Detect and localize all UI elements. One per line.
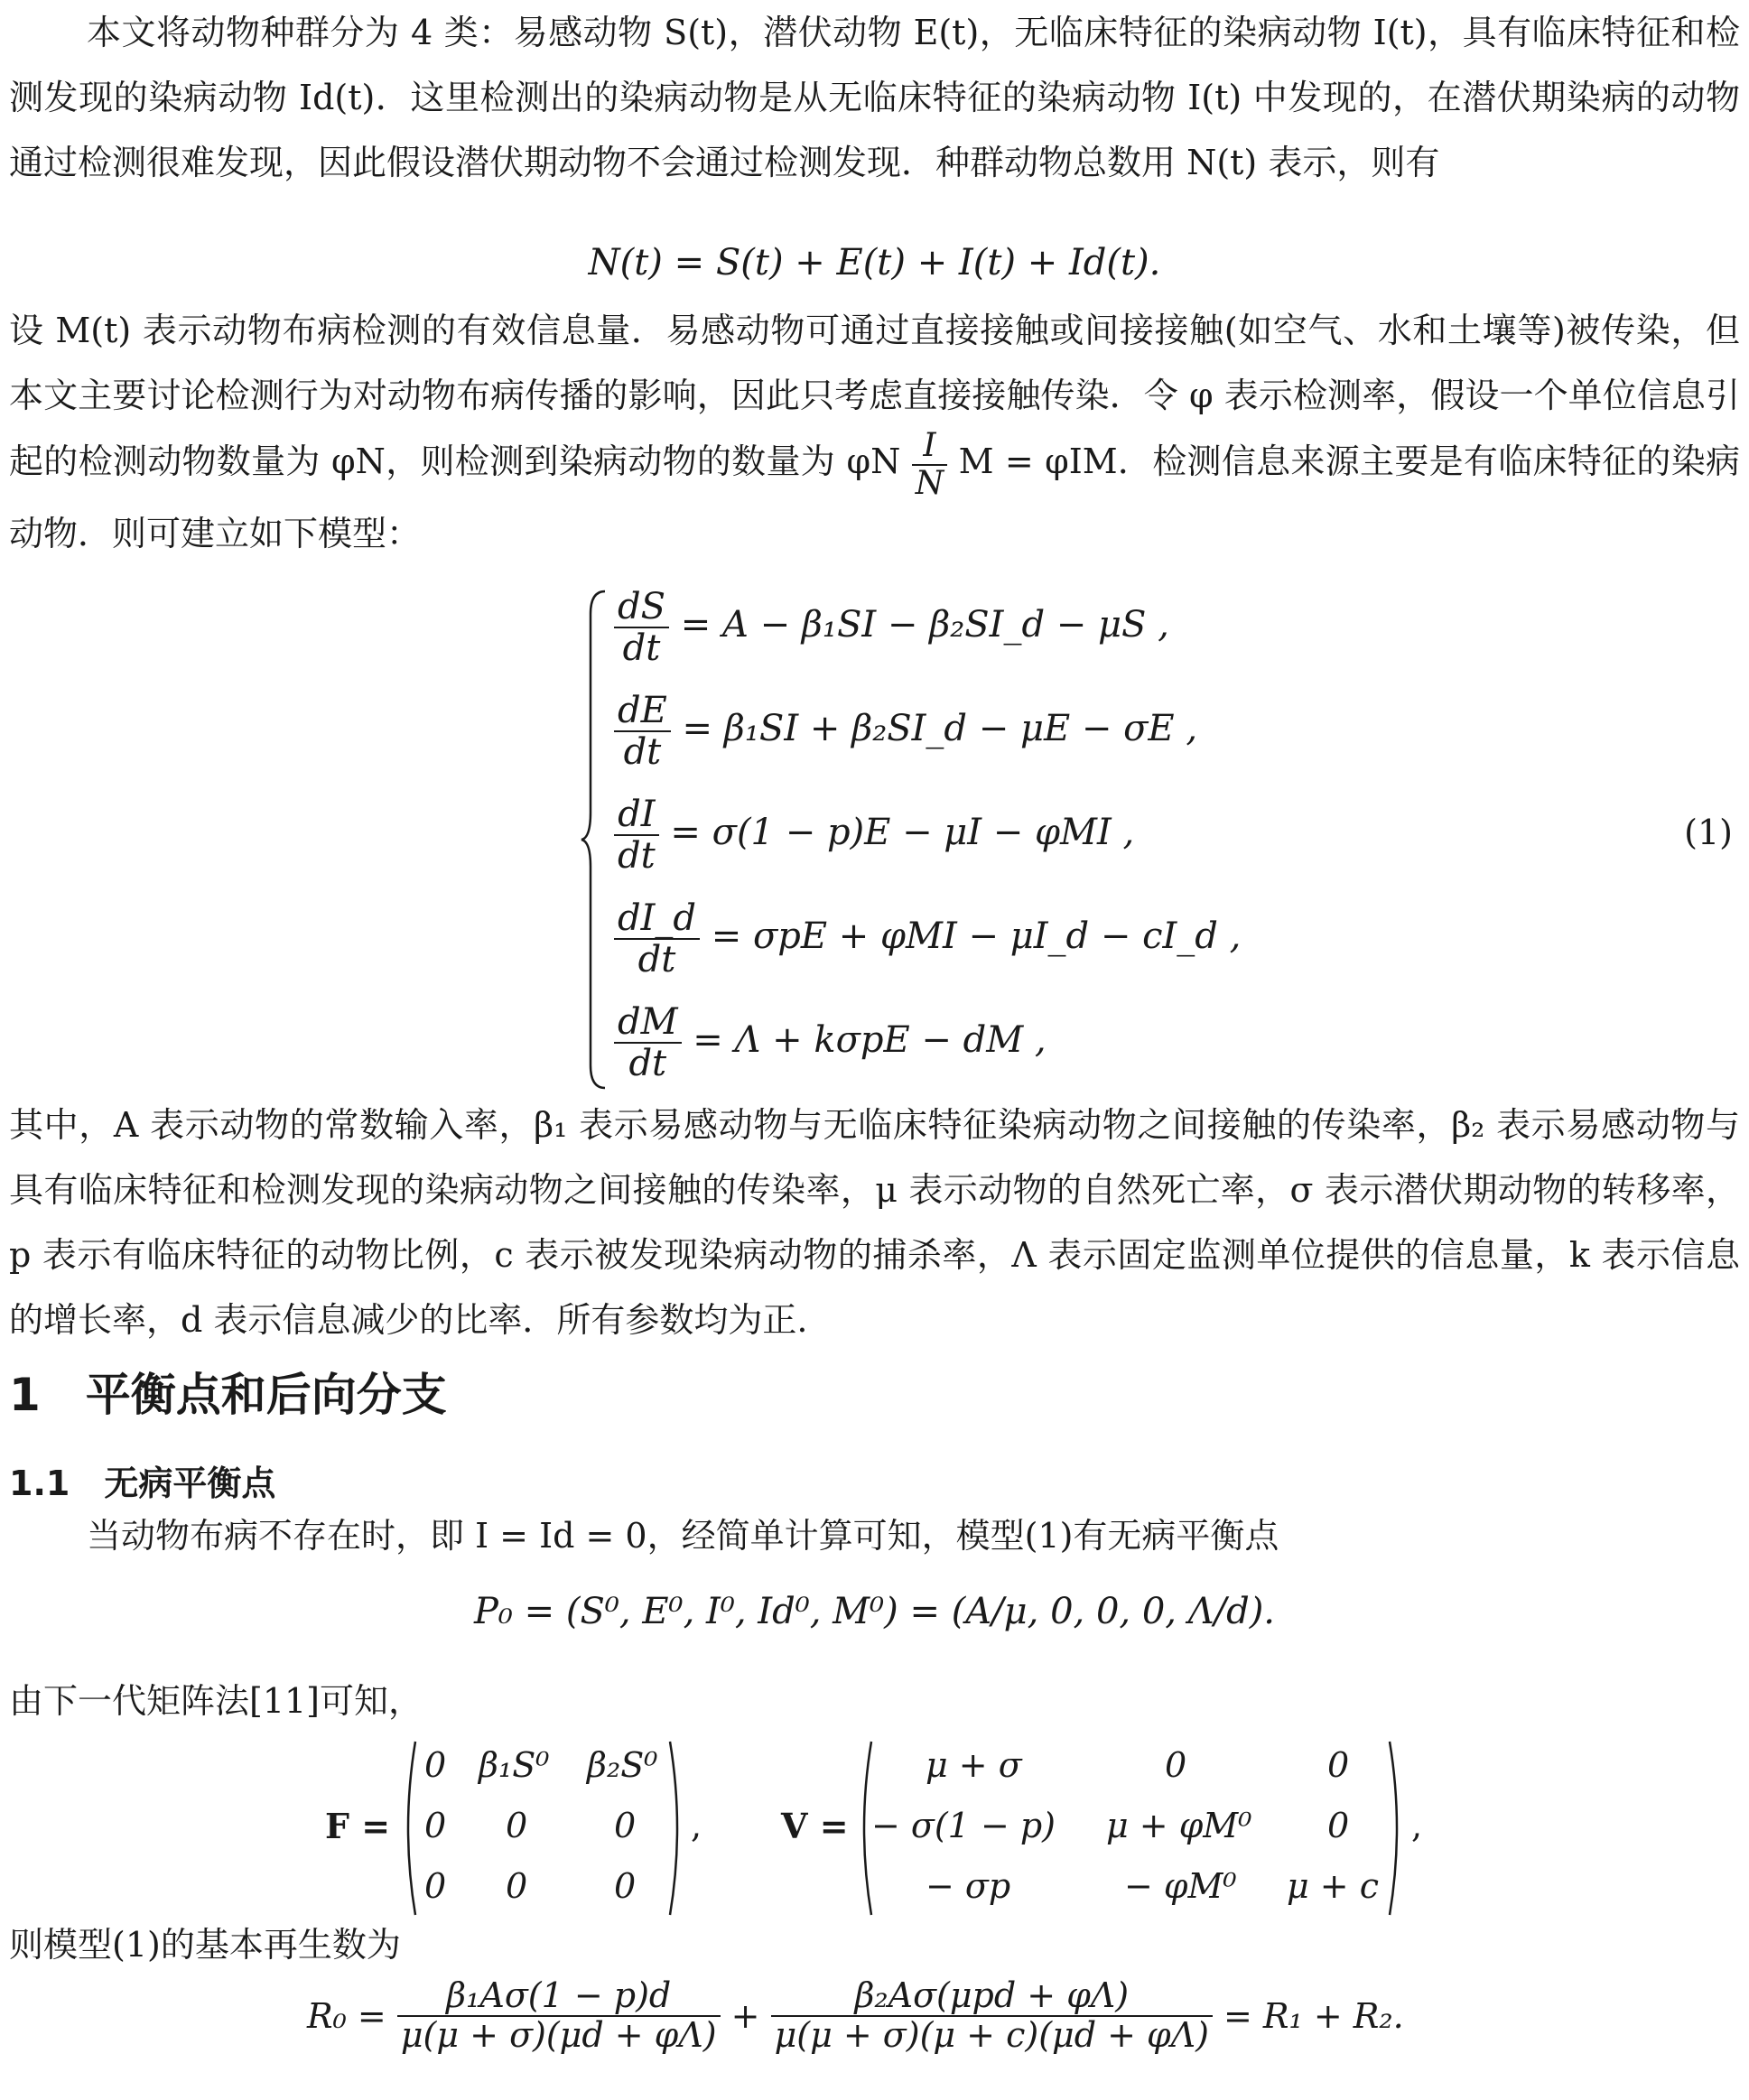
derivative-fraction <box>614 587 669 668</box>
matrix-cell: β₂S⁰ <box>587 1745 658 1785</box>
equation-disease-free-equilibrium: P₀ = (S⁰, E⁰, I⁰, Id⁰, M⁰) = (A/μ, 0, 0, 0, Λ/d). <box>473 1591 1276 1632</box>
matrix-cell: 0 <box>424 1745 447 1785</box>
matrix-cell: μ + σ <box>926 1745 1022 1785</box>
matrix-F-label: F = <box>325 1806 391 1846</box>
derivative-fraction <box>614 898 700 980</box>
derivative-denominator: dt <box>623 731 662 773</box>
R0-fraction-2 <box>771 1977 1213 2055</box>
paragraph-2-text-b: M = φIM．检测信息来源主要是有临床特征的染病动物．则可建立如下模型： <box>9 441 1740 554</box>
R0-fraction-1 <box>397 1977 721 2055</box>
matrix-cell: 0 <box>1165 1745 1187 1785</box>
R0-plus: + <box>730 1995 760 2036</box>
derivative-numerator: dS <box>614 587 669 628</box>
ode-row-5 <box>614 1002 1047 1083</box>
derivative-denominator: dt <box>622 627 661 669</box>
matrix-cell: μ + c <box>1287 1866 1379 1906</box>
subsection-heading: 1.1 无病平衡点 <box>9 1463 276 1503</box>
left-paren-icon <box>397 1738 419 1919</box>
derivative-numerator: dI_d <box>614 898 700 940</box>
R0-fraction-1-denominator: μ(μ + σ)(μd + φΛ) <box>400 2014 717 2055</box>
ode-rhs: = A − β₁SI − β₂SI_d − μS , <box>680 604 1169 646</box>
R0-fraction-2-numerator: β₂Aσ(μpd + φΛ) <box>771 1977 1213 2017</box>
R0-fraction-1-numerator: β₁Aσ(1 − p)d <box>397 1977 721 2017</box>
R0-rhs: = R₁ + R₂. <box>1223 1995 1404 2036</box>
matrix-cell: 0 <box>506 1866 528 1906</box>
equation-R0 <box>307 1977 1404 2055</box>
ode-rhs: = σ(1 − p)E − μI − φMI , <box>670 812 1135 853</box>
matrix-cell: 0 <box>424 1866 447 1906</box>
right-paren-icon <box>1386 1738 1408 1919</box>
matrix-cell: 0 <box>1327 1745 1350 1785</box>
equation-total-population: N(t) = S(t) + E(t) + I(t) + Id(t). <box>588 242 1161 283</box>
fraction-denominator: N <box>915 464 944 502</box>
section-heading: 1 平衡点和后向分支 <box>9 1369 447 1421</box>
fraction-I-over-N <box>912 428 948 501</box>
derivative-numerator: dM <box>614 1002 682 1044</box>
paragraph-5: 由下一代矩阵法[11]可知， <box>9 1681 423 1721</box>
paragraph-6: 则模型(1)的基本再生数为 <box>9 1925 401 1965</box>
ode-row-4 <box>614 898 1241 980</box>
ode-row-1 <box>614 587 1169 668</box>
ode-row-2 <box>614 691 1197 772</box>
paragraph-3: 其中，A 表示动物的常数输入率，β₁ 表示易感动物与无临床特征染病动物之间接触的传染率，β₂ 表示易感动物与具有临床特征和检测发现的染病动物之间接触的传染率，μ 表示动物的自然死亡率，σ 表示潜伏期动物的转移率，p 表示有临床特征的动物比例，c 表示被发现染病动物的捕杀率，Λ 表示固定监测单位提供的信息量，k 表示信息的增长率，d 表示信息减少的比率．所有参数均为正. <box>9 1105 1740 1340</box>
ode-rhs: = Λ + kσpE − dM , <box>693 1019 1047 1061</box>
derivative-denominator: dt <box>618 835 656 877</box>
matrix-cell: − φM⁰ <box>1124 1866 1237 1906</box>
right-paren-icon <box>666 1738 688 1919</box>
matrix-comma: , <box>1411 1806 1423 1845</box>
derivative-denominator: dt <box>637 939 676 980</box>
derivative-fraction <box>614 691 671 772</box>
matrix-V-label: V = <box>781 1806 849 1846</box>
matrix-cell: 0 <box>424 1806 447 1845</box>
R0-lhs: R₀ = <box>307 1995 386 2036</box>
paragraph-2-text-a: 设 M(t) 表示动物布病检测的有效信息量．易感动物可通过直接接触或间接接触(如空气、水和土壤等)被传染，但本文主要讨论检测行为对动物布病传播的影响，因此只考虑直接接触传染．令 φ 表示检测率，假设一个单位信息引起的检测动物数量为 φN，则检测到染病动物的数量为 φN <box>9 311 1740 482</box>
fraction-numerator: I <box>912 428 948 466</box>
equation-number: (1) <box>1684 813 1733 852</box>
paragraph-4: 当动物布病不存在时，即 I = Id = 0，经简单计算可知，模型(1)有无病平衡点 <box>87 1516 1279 1556</box>
derivative-fraction <box>614 1002 682 1083</box>
ode-rhs: = σpE + φMI − μI_d − cI_d , <box>711 915 1242 957</box>
derivative-numerator: dE <box>614 691 671 732</box>
ode-row-3 <box>614 794 1134 876</box>
matrix-comma: , <box>691 1806 702 1845</box>
matrix-cell: 0 <box>614 1866 637 1906</box>
matrix-cell: μ + φM⁰ <box>1106 1806 1252 1845</box>
derivative-denominator: dt <box>628 1043 667 1084</box>
matrix-cell: 0 <box>506 1806 528 1845</box>
matrix-cell: − σp <box>926 1866 1011 1906</box>
paragraph-2 <box>9 298 1740 566</box>
matrix-V <box>781 1738 1431 1919</box>
matrix-cell: − σ(1 − p) <box>871 1806 1056 1845</box>
derivative-numerator: dI <box>614 794 659 836</box>
matrix-cell: β₁S⁰ <box>479 1745 550 1785</box>
ode-rhs: = β₁SI + β₂SI_d − μE − σE , <box>682 708 1198 749</box>
matrix-cell: 0 <box>614 1806 637 1845</box>
matrix-cell: 0 <box>1327 1806 1350 1845</box>
matrix-F <box>325 1738 704 1919</box>
paragraph-1: 本文将动物种群分为 4 类：易感动物 S(t)，潜伏动物 E(t)，无临床特征的染病动物 I(t)，具有临床特征和检测发现的染病动物 Id(t)．这里检测出的染病动物是从无临床特征的染病动物 I(t) 中发现的，在潜伏期染病的动物通过检测很难发现，因此假设潜伏期动物不会通过检测发现．种群动物总数用 N(t) 表示，则有 <box>9 13 1740 182</box>
left-brace-icon <box>578 587 614 1092</box>
R0-fraction-2-denominator: μ(μ + σ)(μ + c)(μd + φΛ) <box>774 2014 1209 2055</box>
derivative-fraction <box>614 794 659 876</box>
